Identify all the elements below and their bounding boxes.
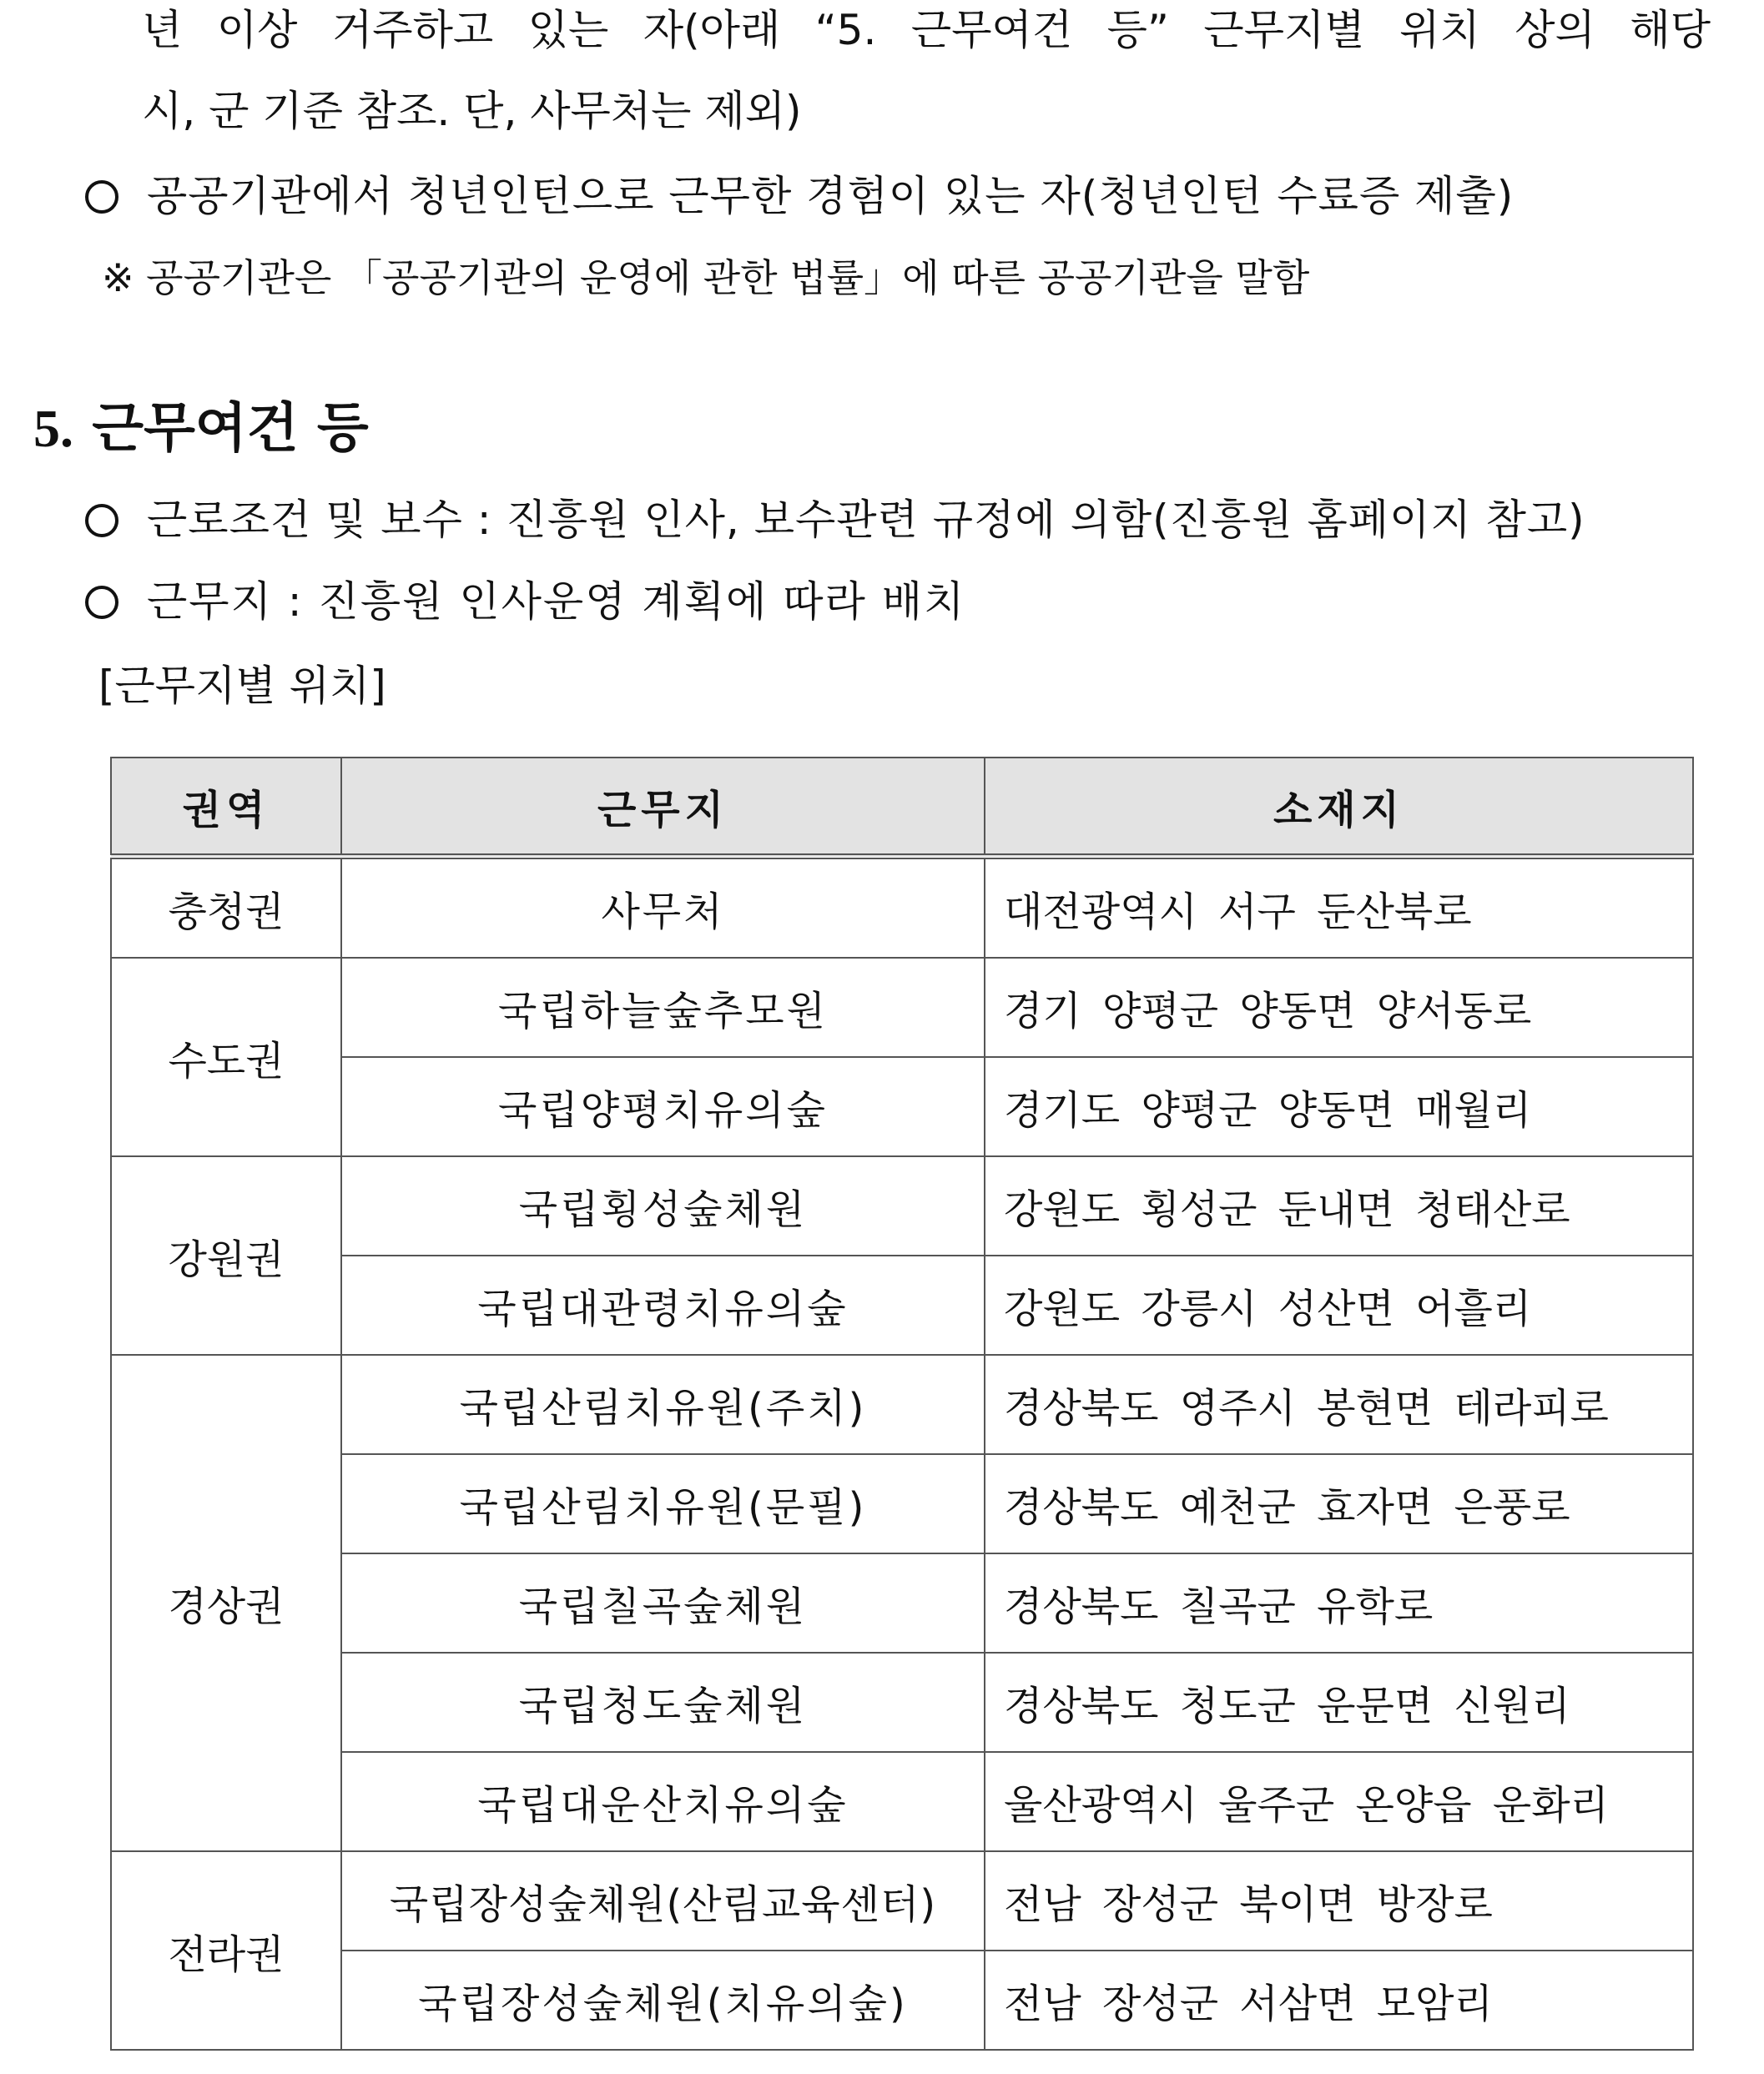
region-cell: 수도권 — [111, 958, 341, 1156]
site-cell: 국립양평치유의숲 — [341, 1057, 985, 1156]
table-row — [111, 1454, 1693, 1553]
region-cell: 강원권 — [111, 1156, 341, 1355]
header-address: 소재지 — [985, 758, 1693, 857]
address-cell: 대전광역시 서구 둔산북로 — [985, 857, 1693, 959]
address-cell: 강원도 강릉시 성산면 어흘리 — [985, 1256, 1693, 1355]
address-cell: 울산광역시 울주군 온양읍 운화리 — [985, 1752, 1693, 1851]
circle-bullet-icon — [85, 180, 118, 214]
region-cell: 전라권 — [111, 1851, 341, 2050]
header-region: 권역 — [111, 758, 341, 857]
table-row — [111, 1256, 1693, 1355]
note-public-institution: ※ 공공기관은 「공공기관의 운영에 관한 법률」에 따른 공공기관을 말함 — [102, 255, 1310, 300]
circle-bullet-icon — [85, 586, 118, 619]
region-cell: 경상권 — [111, 1355, 341, 1851]
address-cell: 강원도 횡성군 둔내면 청태산로 — [985, 1156, 1693, 1256]
address-cell: 경기도 양평군 양동면 매월리 — [985, 1057, 1693, 1156]
intro-line-2: 시, 군 기준 참조. 단, 사무처는 제외) — [142, 87, 802, 135]
address-cell: 경상북도 예천군 효자면 은풍로 — [985, 1454, 1693, 1553]
table-row — [111, 1156, 1693, 1256]
bullet-pay — [85, 496, 1585, 544]
table-row — [111, 1057, 1693, 1156]
site-cell: 국립장성숲체원(산림교육센터) — [341, 1851, 985, 1951]
section-title-text: 근무여건 등 — [92, 398, 369, 460]
circle-bullet-icon — [85, 504, 118, 537]
bullet-place — [85, 577, 966, 626]
section-number: 5. — [33, 399, 73, 458]
site-cell: 사무처 — [341, 857, 985, 959]
region-cell: 충청권 — [111, 857, 341, 959]
intro-line-1: 년 이상 거주하고 있는 자(아래 “5. 근무여건 등” 근무지별 위치 상의 해당 — [142, 6, 1711, 54]
site-cell: 국립하늘숲추모원 — [341, 958, 985, 1057]
site-cell: 국립산림치유원(주치) — [341, 1355, 985, 1454]
work-location-table — [110, 757, 1694, 2051]
table-row — [111, 857, 1693, 959]
section-title — [33, 398, 369, 460]
table-row — [111, 1553, 1693, 1653]
site-cell: 국립칠곡숲체원 — [341, 1553, 985, 1653]
site-cell: 국립대운산치유의숲 — [341, 1752, 985, 1851]
table-row — [111, 958, 1693, 1057]
bullet-intern — [85, 172, 1515, 220]
table-header-row — [111, 758, 1693, 857]
table-row — [111, 1951, 1693, 2050]
address-cell: 경상북도 영주시 봉현면 테라피로 — [985, 1355, 1693, 1454]
header-site: 근무지 — [341, 758, 985, 857]
bullet-pay-text: 근로조건 및 보수 : 진흥원 인사, 보수관련 규정에 의함(진흥원 홈페이지 참고) — [147, 496, 1585, 544]
table-row — [111, 1752, 1693, 1851]
address-cell: 경기 양평군 양동면 양서동로 — [985, 958, 1693, 1057]
address-cell: 전남 장성군 서삼면 모암리 — [985, 1951, 1693, 2050]
table-row — [111, 1355, 1693, 1454]
site-cell: 국립청도숲체원 — [341, 1653, 985, 1752]
site-cell: 국립대관령치유의숲 — [341, 1256, 985, 1355]
site-cell: 국립횡성숲체원 — [341, 1156, 985, 1256]
address-cell: 전남 장성군 북이면 방장로 — [985, 1851, 1693, 1951]
table-caption: [근무지별 위치] — [98, 662, 386, 710]
table-row — [111, 1653, 1693, 1752]
site-cell: 국립장성숲체원(치유의숲) — [341, 1951, 985, 2050]
address-cell: 경상북도 칠곡군 유학로 — [985, 1553, 1693, 1653]
site-cell: 국립산림치유원(문필) — [341, 1454, 985, 1553]
bullet-intern-text: 공공기관에서 청년인턴으로 근무한 경험이 있는 자(청년인턴 수료증 제출) — [147, 172, 1515, 220]
table-row — [111, 1851, 1693, 1951]
bullet-place-text: 근무지 : 진흥원 인사운영 계획에 따라 배치 — [147, 577, 966, 626]
address-cell: 경상북도 청도군 운문면 신원리 — [985, 1653, 1693, 1752]
